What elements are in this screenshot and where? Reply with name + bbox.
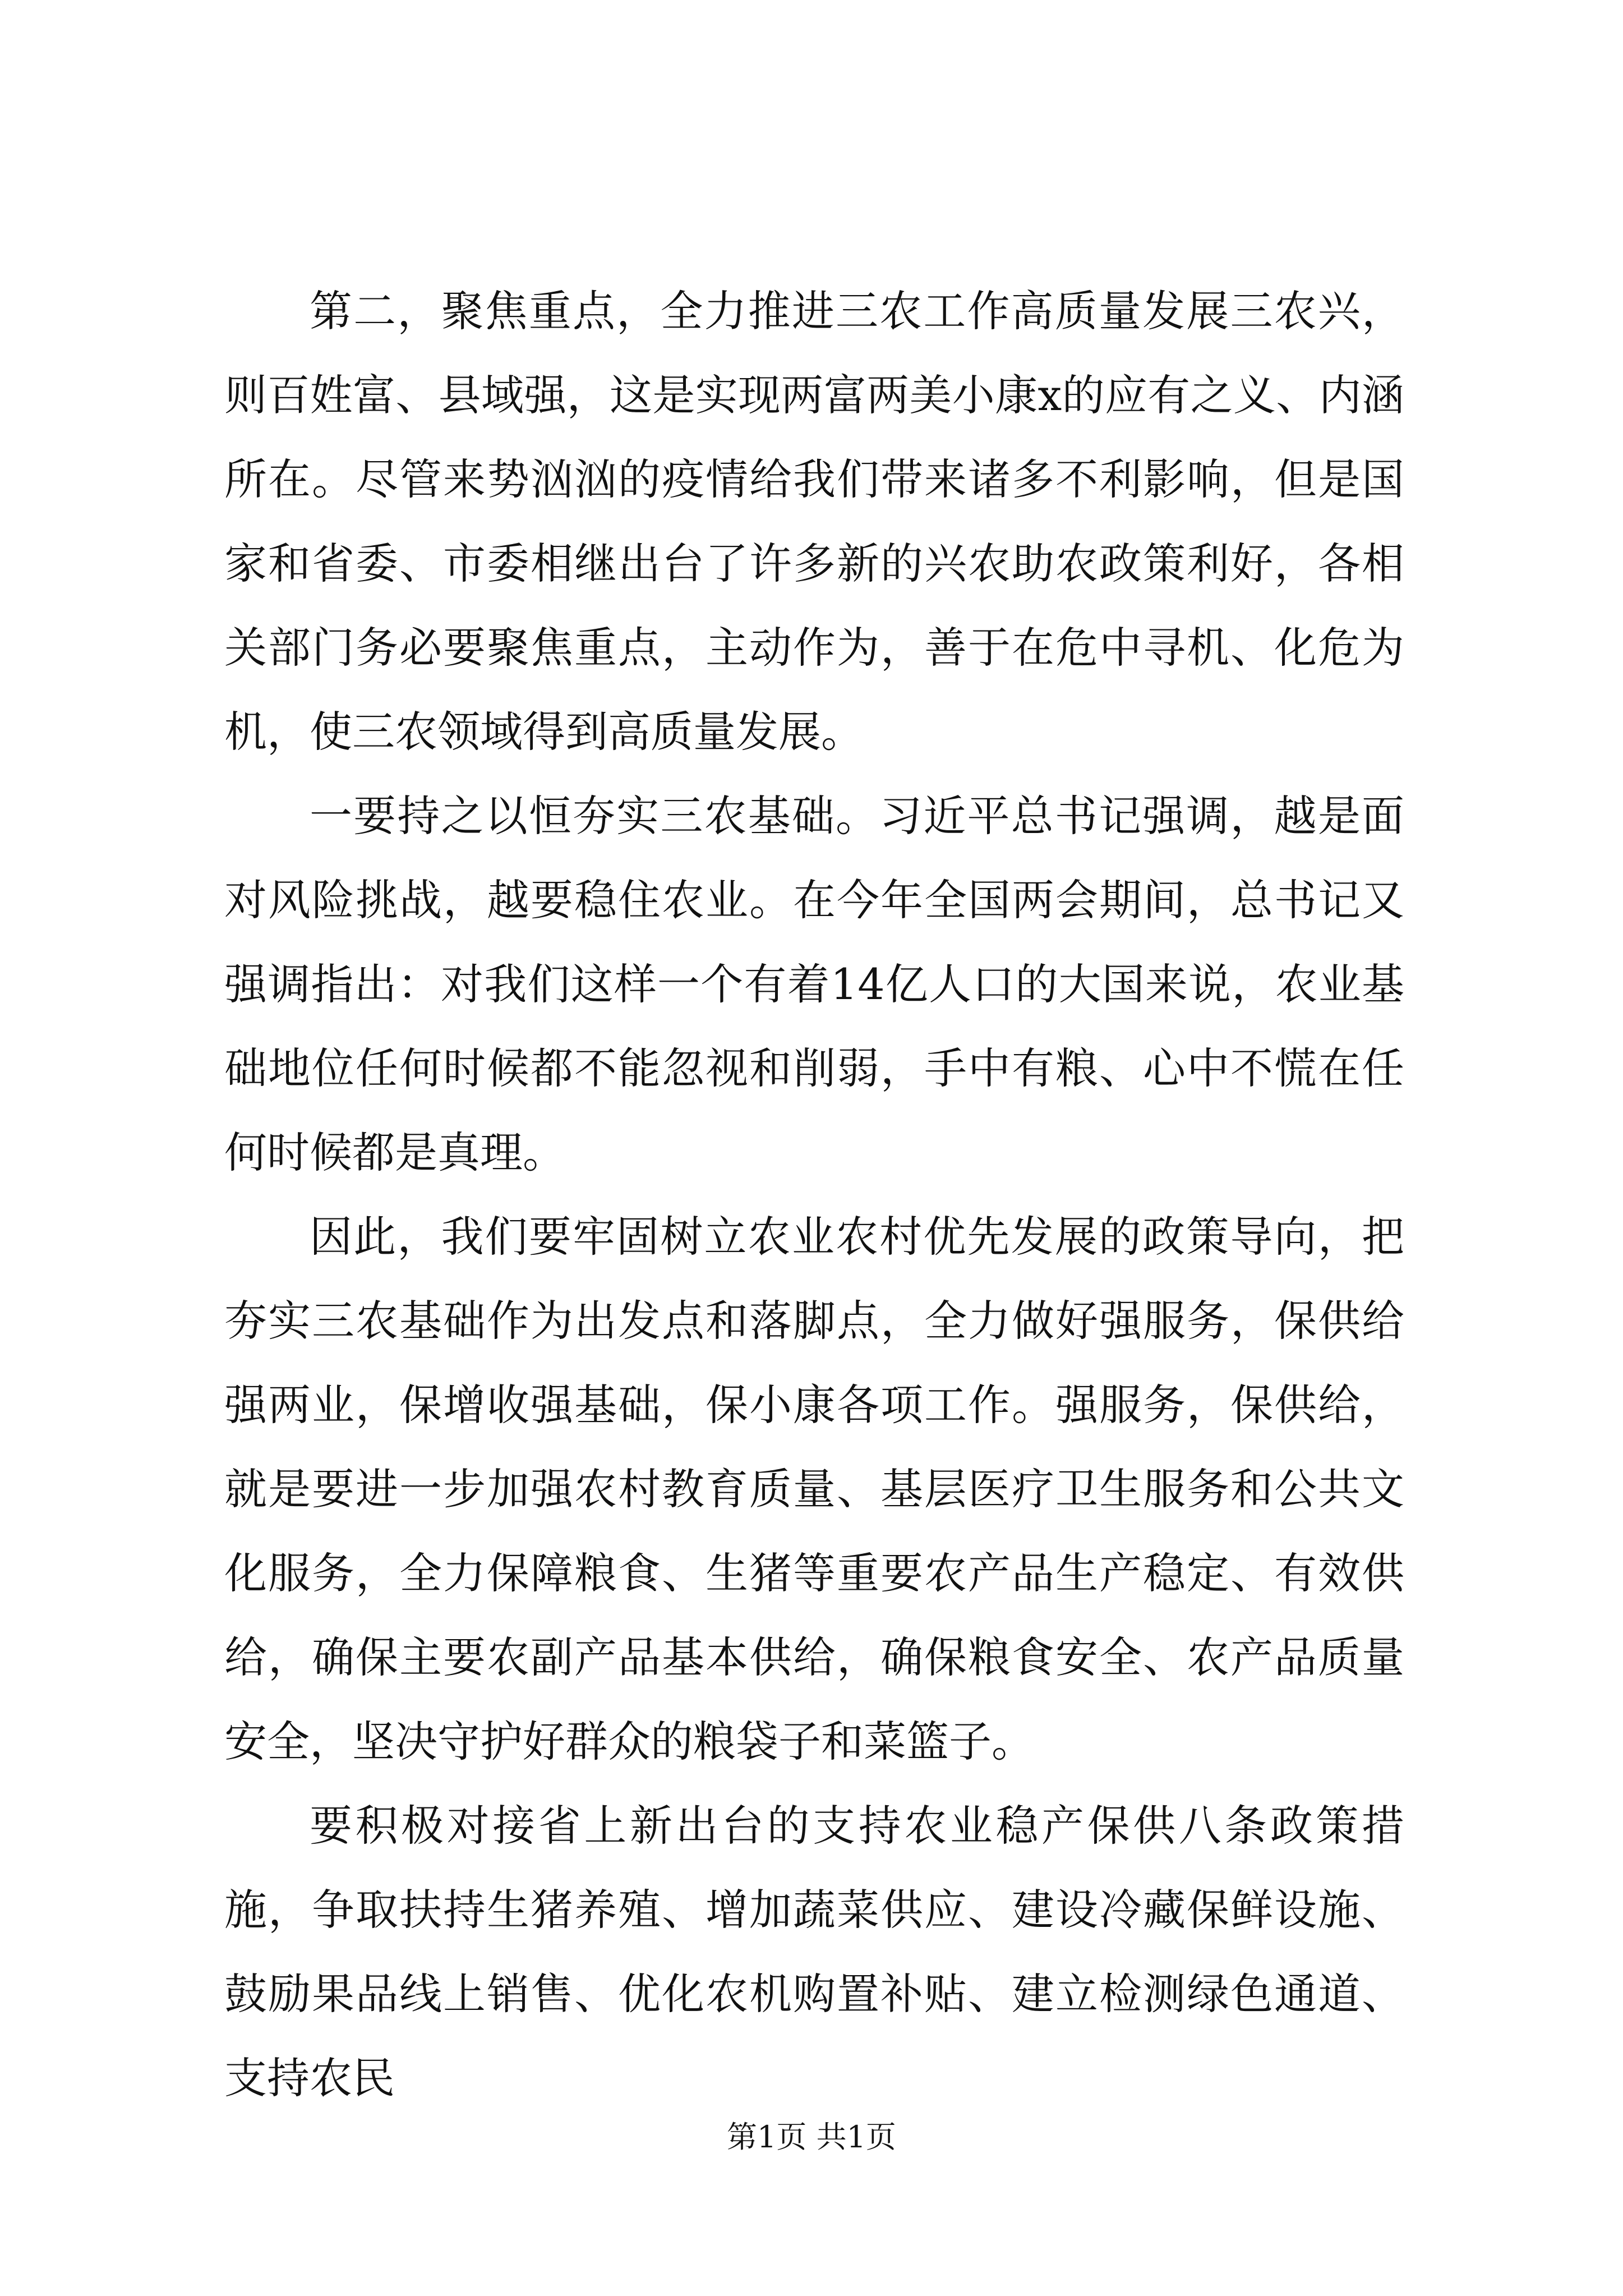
paragraph-4: 要积极对接省上新出台的支持农业稳产保供八条政策措施，争取扶持生猪养殖、增加蔬菜供应、建设冷藏保鲜设施、鼓励果品线上销售、优化农机购置补贴、建立检测绿色通道、支持农民 (224, 1801, 1404, 2103)
document-body (224, 269, 1404, 2120)
paragraph-3: 因此，我们要牢固树立农业农村优先发展的政策导向，把夯实三农基础作为出发点和落脚点，全力做好强服务，保供给强两业，保增收强基础，保小康各项工作。强服务，保供给，就是要进一步加强农村教育质量、基层医疗卫生服务和公共文化服务，全力保障粮食、生猪等重要农产品生产稳定、有效供给，确保主要农副产品基本供给，确保粮食安全、农产品质量安全，坚决守护好群众的粮袋子和菜篮子。 (224, 1212, 1404, 1766)
page-footer: 第1页 共1页 (727, 2119, 896, 2155)
paragraph-2: 一要持之以恒夯实三农基础。习近平总书记强调，越是面对风险挑战，越要稳住农业。在今年全国两会期间，总书记又强调指出：对我们这样一个有着14亿人口的大国来说，农业基础地位任何时候都不能忽视和削弱，手中有粮、心中不慌在任何时候都是真理。 (224, 791, 1404, 1177)
paragraph-1: 第二，聚焦重点，全力推进三农工作高质量发展三农兴，则百姓富、县域强，这是实现两富两美小康x的应有之义、内涵所在。尽管来势汹汹的疫情给我们带来诸多不利影响，但是国家和省委、市委相继出台了许多新的兴农助农政策利好，各相关部门务必要聚焦重点，主动作为，善于在危中寻机、化危为机，使三农领域得到高质量发展。 (224, 286, 1404, 757)
